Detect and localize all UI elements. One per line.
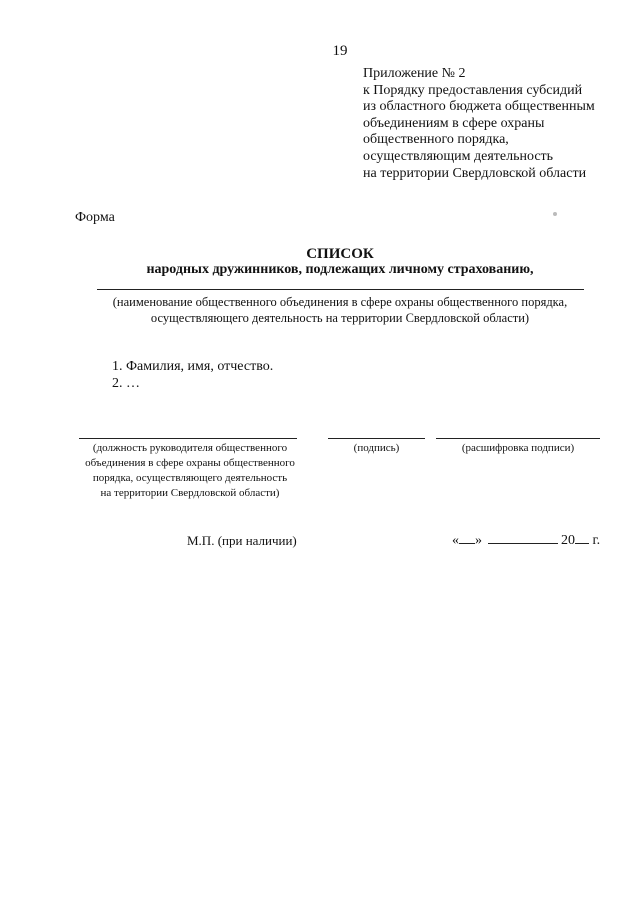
appendix-block [363, 66, 595, 182]
date-open-quote: « [452, 533, 459, 548]
list-item: 2. … [112, 376, 140, 391]
appendix-line: к Порядку предоставления субсидий [363, 82, 583, 98]
position-caption-line: на территории Свердловской области) [100, 487, 280, 499]
document-title: СПИСОК [306, 246, 374, 262]
position-caption-line: (должность руководителя общественного [92, 442, 288, 454]
position-caption-line: объединения в сфере охраны общественного [85, 457, 295, 469]
scan-mark [553, 212, 557, 216]
position-caption [65, 441, 315, 501]
signature-caption: (подпись) [353, 442, 400, 454]
appendix-line: на территории Свердловской области [363, 165, 587, 181]
date-field [452, 531, 600, 549]
page-number: 19 [332, 43, 348, 59]
form-label: Форма [75, 210, 115, 225]
document-subtitle: народных дружинников, подлежащих личному страхованию, [146, 262, 534, 277]
year-blank [575, 531, 589, 544]
org-caption-line: (наименование общественного объединения в сфере охраны общественного порядка, [112, 295, 568, 309]
decode-caption: (расшифровка подписи) [461, 442, 575, 454]
day-blank [459, 531, 475, 544]
year-prefix: 20 [561, 533, 575, 548]
appendix-line: осуществляющим деятельность [363, 148, 554, 164]
org-caption-line: осуществляющего деятельность на территории Свердловской области) [150, 311, 530, 325]
position-caption-line: порядка, осуществляющего деятельность [92, 472, 288, 484]
appendix-line: объединениям в сфере охраны [363, 115, 545, 131]
appendix-line: общественного порядка, [363, 132, 509, 148]
seal-label: М.П. (при наличии) [187, 533, 297, 548]
org-name-caption [60, 294, 620, 326]
appendix-line: из областного бюджета общественным [363, 99, 595, 115]
position-line [79, 438, 297, 439]
month-blank [488, 531, 558, 544]
org-name-line [97, 289, 584, 290]
year-suffix: г. [592, 533, 601, 548]
member-list [112, 358, 273, 392]
date-close-quote: » [475, 533, 482, 548]
list-item: 1. Фамилия, имя, отчество. [112, 359, 274, 374]
signature-line [328, 438, 425, 439]
appendix-line: Приложение № 2 [363, 66, 466, 81]
decode-line [436, 438, 600, 439]
